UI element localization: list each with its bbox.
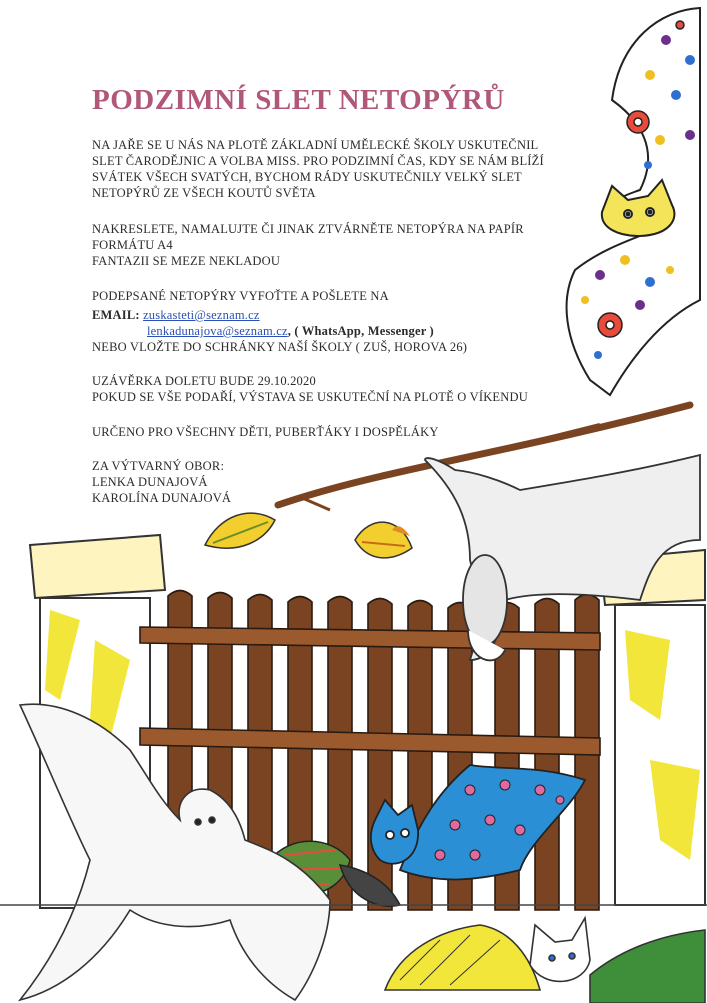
leaves-drawing xyxy=(205,513,412,558)
email-label: EMAIL: xyxy=(92,308,140,322)
task-paragraph xyxy=(92,221,524,269)
deadline-paragraph xyxy=(92,373,528,405)
intro-line: SVÁTEK VŠECH SVATÝCH, BYCHOM RÁDY USKUTEČNILY VELKÝ SLET xyxy=(92,170,522,184)
mailbox-line: NEBO VLOŽTE DO SCHRÁNKY NAŠÍ ŠKOLY ( ZUŠ, HOROVA 26) xyxy=(92,340,468,354)
audience-line: URČENO PRO VŠECHNY DĚTI, PUBERŤÁKY I DOSPĚLÁKY xyxy=(92,425,439,439)
intro-line: NA JAŘE SE U NÁS NA PLOTĚ ZÁKLADNÍ UMĚLECKÉ ŠKOLY USKUTEČNIL xyxy=(92,138,539,152)
email-line xyxy=(92,307,467,323)
spotted-bat-drawing xyxy=(567,8,700,395)
task-line: FANTAZII SE MEZE NEKLADOU xyxy=(92,254,281,268)
intro-line: NETOPÝRŮ ZE VŠECH KOUTŮ SVĚTA xyxy=(92,186,316,200)
signature-line: LENKA DUNAJOVÁ xyxy=(92,475,208,489)
signature-line: ZA VÝTVARNÝ OBOR: xyxy=(92,459,225,473)
intro-paragraph xyxy=(92,137,544,201)
whatsapp-note: , ( WhatsApp, Messenger ) xyxy=(287,324,434,338)
send-lead: PODEPSANÉ NETOPÝRY VYFOŤTE A POŠLETE NA xyxy=(92,289,389,303)
intro-line: SLET ČARODĚJNIC A VOLBA MISS. PRO PODZIMNÍ ČAS, KDY SE NÁM BLÍŽÍ xyxy=(92,154,544,168)
deadline-line: POKUD SE VŠE PODAŘÍ, VÝSTAVA SE USKUTEČNÍ NA PLOTĚ O VÍKENDU xyxy=(92,390,528,404)
deadline-line: UZÁVĚRKA DOLETU BUDE 29.10.2020 xyxy=(92,374,316,388)
cat-bat-bottom-drawing xyxy=(385,918,705,1003)
page-title: PODZIMNÍ SLET NETOPÝRŮ xyxy=(92,84,505,116)
signature-block xyxy=(92,458,231,506)
audience-paragraph xyxy=(92,424,439,440)
send-paragraph xyxy=(92,288,467,355)
task-line: FORMÁTU A4 xyxy=(92,238,173,252)
right-pillar-drawing xyxy=(600,550,705,905)
task-line: NAKRESLETE, NAMALUJTE ČI JINAK ZTVÁRNĚTE NETOPÝRA NA PAPÍR xyxy=(92,222,524,236)
email2-line xyxy=(92,323,467,339)
email-link-zuskasteti[interactable]: zuskasteti@seznam.cz xyxy=(143,308,260,322)
email-link-lenkadunajova[interactable]: lenkadunajova@seznam.cz xyxy=(147,324,288,338)
signature-line: KAROLÍNA DUNAJOVÁ xyxy=(92,491,232,505)
